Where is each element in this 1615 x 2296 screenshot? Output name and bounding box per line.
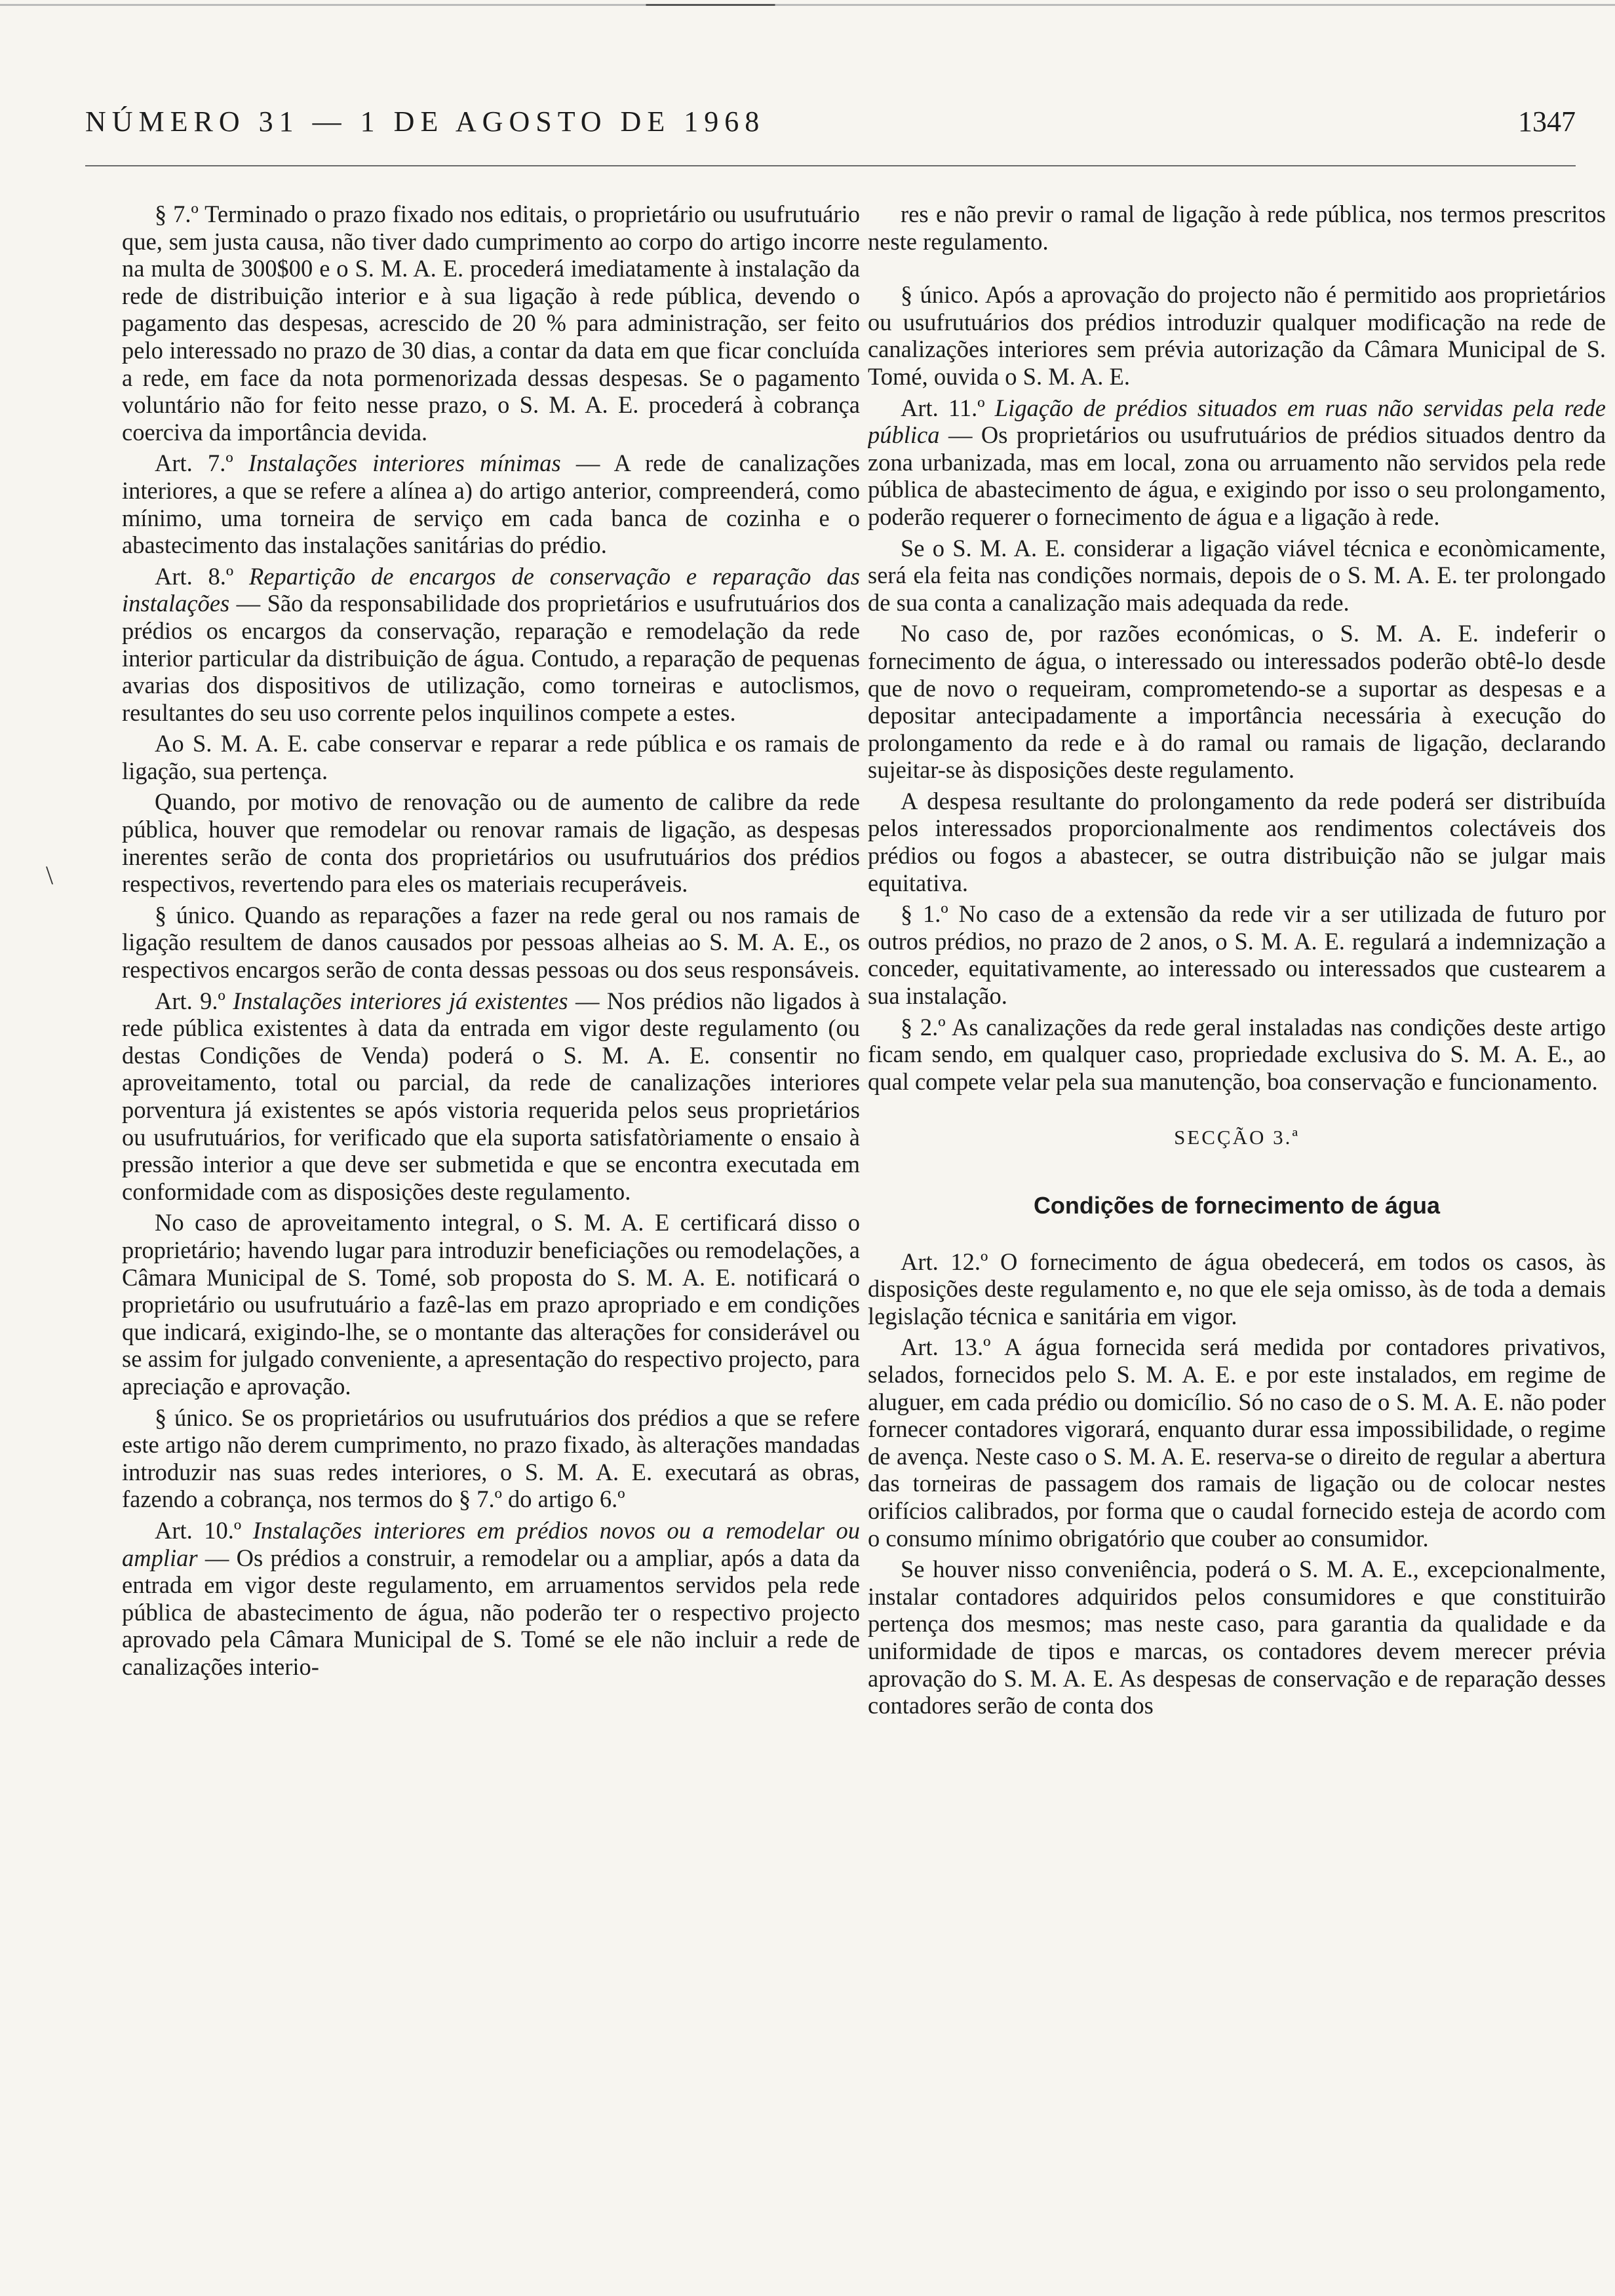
paragraph-text: — Os proprietários ou usufrutuários de prédios situados dentro da zona urbanizada, mas em local, zona ou arruamento não servidos pela rede pública de abastecimento de água, e exigindo por isso o seu prolongamento, poderão requerer o fornecimento de água e a ligação à rede. [868, 421, 1606, 530]
paragraph-text: Ao S. M. A. E. cabe conservar e reparar a rede pública e os ramais de ligação, sua pertença. [122, 730, 860, 784]
section-heading: Condições de fornecimento de água [1033, 1192, 1441, 1219]
paragraph [122, 1517, 860, 1681]
margin-mark: \ [46, 860, 54, 890]
top-scan-rule [0, 4, 1615, 6]
paragraph-text: Quando, por motivo de renovação ou de aumento de calibre da rede pública, houver que remodelar ou renovar ramais de ligação, as despesas inerentes serão de conta dos proprietários ou usufrutuários dos prédios respectivos, revertendo para eles os materiais recuperáveis. [122, 788, 860, 898]
paragraph-text: Art. 10.º [155, 1516, 253, 1544]
paragraph [122, 730, 860, 784]
left-column [122, 201, 860, 2278]
paragraph-text: Art. 8.º [155, 562, 250, 590]
header-rule [85, 165, 1576, 166]
paragraph-text: Art. 13.º A água fornecida será medida por contadores privativos, selados, fornecidos pelo S. M. A. E. e por este instalados, em regime de aluguer, em cada prédio ou domicílio. Só no caso de o S. M. A. E. não poder fornecer contadores vigorará, enquanto durar essa impossibilidade, o regime de avença. Neste caso o S. M. A. E. reserva-se o direito de regular a abertura das torneiras de passagem dos ramais de ligação ou de colocar nestes orifícios calibrados, por forma que o caudal fornecido esteja de acordo com o consumo mínimo obrigatório que couber ao consumidor. [868, 1333, 1606, 1552]
paragraph-text: — A rede de canalizações interiores, a que se refere a alínea a) do artigo anterior, compreenderá, como mínimo, uma torneira de serviço em cada banca de cozinha e o abastecimento das instalações sanitárias do prédio. [122, 450, 860, 559]
paragraph [122, 902, 860, 984]
paragraph-text: Se houver nisso conveniência, poderá o S. M. A. E., excepcionalmente, instalar contadores adquiridos pelos consumidores e que constituirão pertença dos mesmos; mas neste caso, para garantia da qualidade e da uniformidade de tipos e marcas, os contadores devem merecer prévia aprovação do S. M. A. E. As despesas de conservação e de reparação desses contadores serão de conta dos [868, 1556, 1606, 1719]
paragraph-text: A despesa resultante do prolongamento da rede poderá ser distribuída pelos interessados proporcionalmente aos rendimentos colectáveis dos prédios ou fogos a abastecer, se outra distribuição não se julgar mais equitativa. [868, 787, 1606, 896]
paragraph-text: § único. Quando as reparações a fazer na rede geral ou nos ramais de ligação resultem de danos causados por pessoas alheias ao S. M. A. E., os respectivos encargos serão de conta dessas pessoas ou dos seus responsáveis. [122, 901, 860, 984]
paragraph [868, 620, 1606, 784]
paragraph-text: § 2.º As canalizações da rede geral instaladas nas condições deste artigo ficam sendo, em qualquer caso, propriedade exclusiva do S. M. A. E., ao qual compete velar pela sua manutenção, boa conservação e funcionamento. [868, 1013, 1606, 1095]
right-column [868, 201, 1606, 2278]
paragraph-text: § único. Se os proprietários ou usufrutuários dos prédios a que se refere este artigo não derem cumprimento, no prazo fixado, às alterações mandadas introduzir nas suas redes interiores, o S. M. A. E. executará as obras, fazendo a cobrança, nos termos do § 7.º do artigo 6.º [122, 1404, 860, 1513]
paragraph [868, 900, 1606, 1009]
issue-title: NÚMERO 31 — 1 DE AGOSTO DE 1968 [85, 105, 766, 138]
paragraph [122, 201, 860, 446]
article-title: Instalações interiores em prédios novos ou a remodelar ou ampliar [122, 1516, 860, 1571]
paragraph [122, 987, 860, 1206]
page-header [85, 105, 1576, 157]
paragraph-text: — São da responsabilidade dos proprietários e usufrutuários dos prédios os encargos da conservação, reparação e remodelação da rede interior particular da distribuição de água. Contudo, a reparação de pequenas avarias dos dispositivos de utilização, como torneiras e autoclismos, resultantes do seu uso corrente pelos inquilinos compete a estes. [122, 590, 860, 726]
article-title: Instalações interiores mínimas [248, 450, 561, 477]
paragraph [868, 1014, 1606, 1096]
paragraph [868, 1248, 1606, 1330]
paragraph [868, 1333, 1606, 1552]
paragraph [122, 1209, 860, 1400]
paragraph-text: Art. 12.º O fornecimento de água obedecerá, em todos os casos, às disposições deste regulamento e, no que ele seja omisso, às de toda a demais legislação técnica e sanitária em vigor. [868, 1248, 1606, 1330]
paragraph [122, 1404, 860, 1513]
paragraph [122, 788, 860, 897]
paragraph-text: res e não previr o ramal de ligação à rede pública, nos termos prescritos neste regulamento. [868, 201, 1606, 255]
paragraph [868, 281, 1606, 390]
article-title: Instalações interiores já existentes [233, 987, 568, 1014]
paragraph-text: § 7.º Terminado o prazo fixado nos editais, o proprietário ou usufrutuário que, sem justa causa, não tiver dado cumprimento ao corpo do artigo incorre na multa de 300$00 e o S. M. A. E. procederá imediatamente à instalação da rede de distribuição interior e à sua ligação à rede pública, devendo o pagamento das despesas, acrescido de 20 % para administração, ser feito pelo interessado no prazo de 30 dias, a contar da data em que ficar concluída a rede, em face da nota pormenorizada dessas despesas. Se o pagamento voluntário não for feito nesse prazo, o S. M. A. E. procederá à cobrança coerciva da importância devida. [122, 201, 860, 446]
article-title: Ligação de prédios situados em ruas não servidas pela rede pública [868, 394, 1606, 449]
paragraph [868, 201, 1606, 255]
paragraph-text: Se o S. M. A. E. considerar a ligação viável técnica e econòmicamente, será ela feita nas condições normais, depois de o S. M. A. E. ter prolongado de sua conta a canalização mais adequada da rede. [868, 534, 1606, 616]
paragraph-text: Art. 11.º [901, 394, 995, 421]
paragraph-text: — Nos prédios não ligados à rede pública existentes à data da entrada em vigor deste regulamento (ou destas Condições de Venda) poderá o S. M. A. E. consentir no aproveitamento, total ou parcial, da rede de canalizações interiores porventura já existentes se após vistoria requerida pelos seus proprietários ou usufrutuários, for verificado que ela suporta satisfatòriamente o ensaio à pressão interior a que deve ser submetida e que se encontra executada em conformidade com as disposições deste regulamento. [122, 987, 860, 1205]
paragraph [868, 1556, 1606, 1719]
paragraph-text: Art. 7.º [155, 450, 248, 477]
paragraph-text: No caso de, por razões económicas, o S. M. A. E. indeferir o fornecimento de água, o interessado ou interessados poderão obtê-lo desde que de novo o requeiram, comprometendo-se a suportar as despesas e a depositar antecipadamente a importância necessária à execução do prolongamento da rede e à do ramal ou ramais de ligação, declarando sujeitar-se às disposições deste regulamento. [868, 620, 1606, 784]
paragraph-text: § 1.º No caso de a extensão da rede vir a ser utilizada de futuro por outros prédios, no prazo de 2 anos, o S. M. A. E. regulará a indemnização a conceder, equitativamente, ao interessado ou interessados que custearem a sua instalação. [868, 900, 1606, 1010]
paragraph-text: No caso de aproveitamento integral, o S. M. A. E certificará disso o proprietário; havendo lugar para introduzir beneficiações ou remodelações, a Câmara Municipal de S. Tomé, sob proposta do S. M. A. E. notificará o proprietário ou usufrutuário a fazê-las em prazo apropriado e em condições que indicará, exigindo-lhe, se o montante das alterações for considerável ou se assim for julgado conveniente, a apresentação do respectivo projecto, para apreciação e aprovação. [122, 1209, 860, 1400]
paragraph-text: — Os prédios a construir, a remodelar ou a ampliar, após a data da entrada em vigor deste regulamento, em arruamentos servidos pela rede pública de abastecimento de água, não poderão ter o respectivo projecto aprovado pela Câmara Municipal de S. Tomé se ele não incluir a rede de canalizações interio- [122, 1544, 860, 1680]
section-label: SECÇÃO 3.ª [1174, 1126, 1300, 1149]
paragraph [868, 535, 1606, 617]
paragraph [122, 563, 860, 727]
paragraph [868, 788, 1606, 896]
article-title: Repartição de encargos de conservação e reparação das instalações [122, 562, 860, 617]
paragraph [122, 450, 860, 558]
paragraph-text: Art. 9.º [155, 987, 233, 1014]
paragraph [868, 394, 1606, 531]
paragraph-text: § único. Após a aprovação do projecto não é permitido aos proprietários ou usufrutuários dos prédios introduzir qualquer modificação na rede de canalizações interiores sem prévia autorização da Câmara Municipal de S. Tomé, ouvida o S. M. A. E. [868, 281, 1606, 390]
page-number: 1347 [1518, 105, 1576, 138]
